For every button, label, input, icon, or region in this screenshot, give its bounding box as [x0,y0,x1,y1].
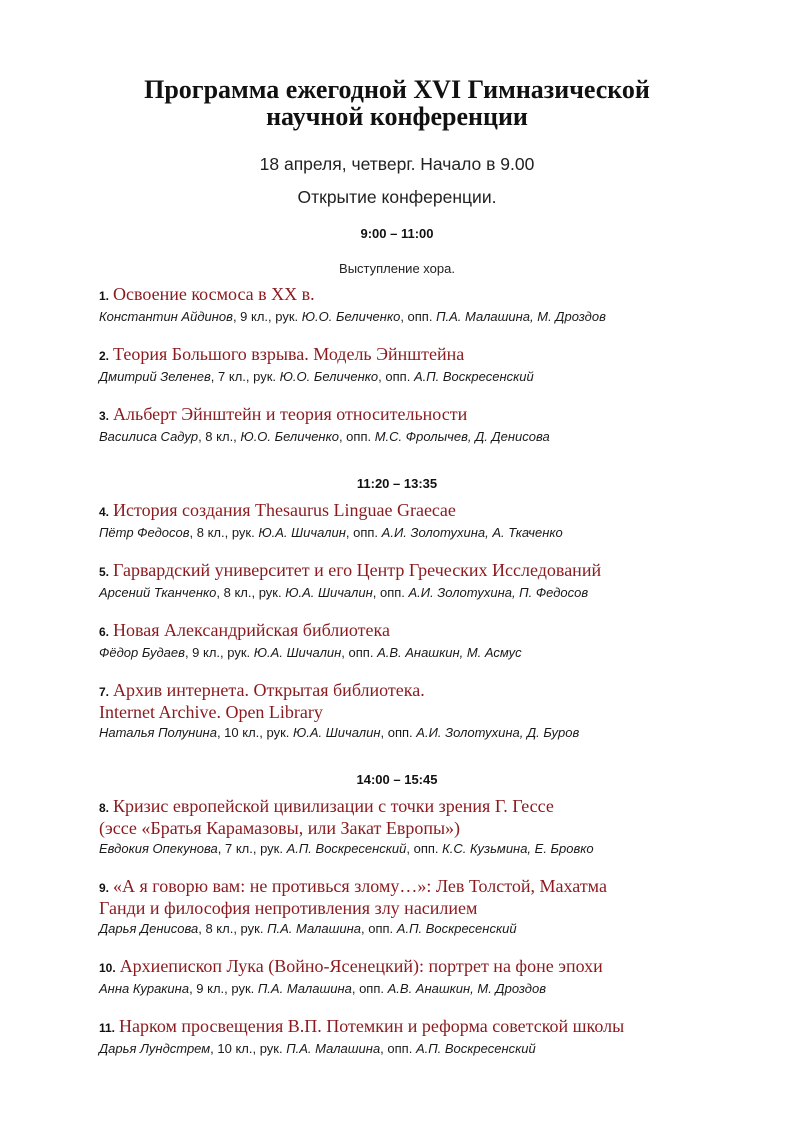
talk-number: 6. [99,625,110,639]
talk-meta: Пётр Федосов, 8 кл., рук. Ю.А. Шичалин, опп. А.И. Золотухина, А. Ткаченко [99,525,563,540]
talk-meta: Евдокия Опекунова, 7 кл., рук. А.П. Воскресенский, опп. К.С. Кузьмина, Е. Бровко [99,841,594,856]
opening-line: Открытие конференции. [297,187,497,207]
advisor: П.А. Малашина [286,1041,381,1056]
opponents: А.П. Воскресенский [415,1041,536,1056]
opponents: А.П. Воскресенский [396,921,517,936]
session-time-2: 11:20 – 13:35 [356,476,438,491]
talk-2 [99,344,759,385]
talk-title-text: Освоение космоса в XX в. [113,284,315,304]
talk-number: 2. [99,349,110,363]
talk-7 [99,680,759,741]
advisor: Ю.О. Беличенко [240,429,339,444]
talk-title-text: Новая Александрийская библиотека [113,620,390,640]
talk-meta: Фёдор Будаев, 9 кл., рук. Ю.А. Шичалин, опп. А.В. Анашкин, М. Асмус [99,645,522,660]
talk-title-text: История создания Thesaurus Linguae Graecae [113,500,456,520]
talk-number: 5. [99,565,110,579]
talk-11 [99,1016,759,1057]
advisor: Ю.О. Беличенко [279,369,379,384]
talk-title [99,876,759,918]
page-title [0,76,794,130]
talk-title-text-line-2: Ганди и философия непротивления злу насилием [99,898,478,918]
session-time-1: 9:00 – 11:00 [360,226,434,241]
advisor: Ю.А. Шичалин [285,585,373,600]
talk-meta: Василиса Садур, 8 кл., Ю.О. Беличенко, опп. М.С. Фролычев, Д. Денисова [99,429,550,444]
opponents: М.С. Фролычев, Д. Денисова [374,429,550,444]
talk-title [99,284,759,306]
speaker: Арсений Тканченко [99,585,217,600]
advisor: Ю.А. Шичалин [292,725,381,740]
talk-4 [99,500,759,541]
talk-title-text: Альберт Эйнштейн и теория относительности [113,404,468,424]
talk-meta: Константин Айдинов, 9 кл., рук. Ю.О. Беличенко, опп. П.А. Малашина, М. Дроздов [99,309,606,324]
advisor: П.А. Малашина [267,921,362,936]
speaker: Фёдор Будаев [99,645,185,660]
speaker: Константин Айдинов [99,309,233,324]
talk-8 [99,796,759,857]
speaker: Дарья Лундстрем [99,1041,211,1056]
title-line-1: Программа ежегодной XVI Гимназической [144,75,650,104]
talk-number: 10. [99,961,116,975]
speaker: Пётр Федосов [99,525,190,540]
speaker: Дмитрий Зеленев [99,369,211,384]
talk-number: 11. [99,1021,116,1035]
talk-title [99,680,759,722]
opponents: А.В. Анашкин, М. Асмус [377,645,522,660]
opponents: А.И. Золотухина, А. Ткаченко [381,525,563,540]
talk-title-text: Кризис европейской цивилизации с точки зрения Г. Гессе [113,796,554,816]
opponents: А.П. Воскресенский [413,369,534,384]
talk-number: 1. [99,289,110,303]
talk-number: 3. [99,409,110,423]
talk-title-text: Архив интернета. Открытая библиотека. [113,680,425,700]
talk-3 [99,404,759,445]
choir-note: Выступление хора. [339,261,455,276]
advisor: Ю.А. Шичалин [258,525,346,540]
advisor: П.А. Малашина [257,981,352,996]
title-line-2: научной конференции [266,102,528,131]
advisor: Ю.О. Беличенко [301,309,401,324]
opponents: А.В. Анашкин, М. Дроздов [387,981,546,996]
advisor: А.П. Воскресенский [286,841,407,856]
talk-title-text: Теория Большого взрыва. Модель Эйнштейна [113,344,465,364]
opponents: К.С. Кузьмина, Е. Бровко [442,841,594,856]
talk-number: 7. [99,685,110,699]
talk-title [99,500,759,522]
date-line: 18 апреля, четверг. Начало в 9.00 [259,154,535,174]
opponents: А.И. Золотухина, Д. Буров [416,725,580,740]
talk-title-text: Гарвардский университет и его Центр Греческих Исследований [113,560,602,580]
talk-9 [99,876,759,937]
talk-5 [99,560,759,601]
talk-title [99,560,759,582]
talk-meta: Анна Куракина, 9 кл., рук. П.А. Малашина, опп. А.В. Анашкин, М. Дроздов [99,981,546,996]
talk-title-text: Нарком просвещения В.П. Потемкин и реформа советской школы [119,1016,625,1036]
session-time-3: 14:00 – 15:45 [356,772,438,787]
talk-1 [99,284,759,325]
talk-title [99,344,759,366]
speaker: Анна Куракина [99,981,190,996]
opponents: А.И. Золотухина, П. Федосов [408,585,589,600]
talk-title [99,620,759,642]
advisor: Ю.А. Шичалин [253,645,342,660]
talk-meta: Наталья Полунина, 10 кл., рук. Ю.А. Шичалин, опп. А.И. Золотухина, Д. Буров [99,725,580,740]
talk-title-text-line-2: Internet Archive. Open Library [99,702,323,722]
speaker: Дарья Денисова [99,921,199,936]
speaker: Евдокия Опекунова [99,841,218,856]
talk-title-text: Архиепископ Лука (Войно-Ясенецкий): портрет на фоне эпохи [119,956,603,976]
talk-title-text-line-2: (эссе «Братья Карамазовы, или Закат Европы») [99,818,461,838]
talk-title [99,956,759,978]
talk-title-text: «А я говорю вам: не противься злому…»: Лев Толстой, Махатма [113,876,607,896]
talk-number: 8. [99,801,110,815]
talk-meta: Дмитрий Зеленев, 7 кл., рук. Ю.О. Беличенко, опп. А.П. Воскресенский [99,369,534,384]
talk-6 [99,620,759,661]
talk-meta: Дарья Лундстрем, 10 кл., рук. П.А. Малашина, опп. А.П. Воскресенский [99,1041,536,1056]
talk-10 [99,956,759,997]
talk-meta: Дарья Денисова, 8 кл., рук. П.А. Малашина, опп. А.П. Воскресенский [99,921,517,936]
opponents: П.А. Малашина, М. Дроздов [436,309,606,324]
speaker: Наталья Полунина [99,725,217,740]
speaker: Василиса Садур [99,429,199,444]
talk-title [99,796,759,838]
talk-title [99,404,759,426]
talk-meta: Арсений Тканченко, 8 кл., рук. Ю.А. Шичалин, опп. А.И. Золотухина, П. Федосов [99,585,589,600]
talk-title [99,1016,759,1038]
talk-number: 9. [99,881,110,895]
talk-number: 4. [99,505,110,519]
